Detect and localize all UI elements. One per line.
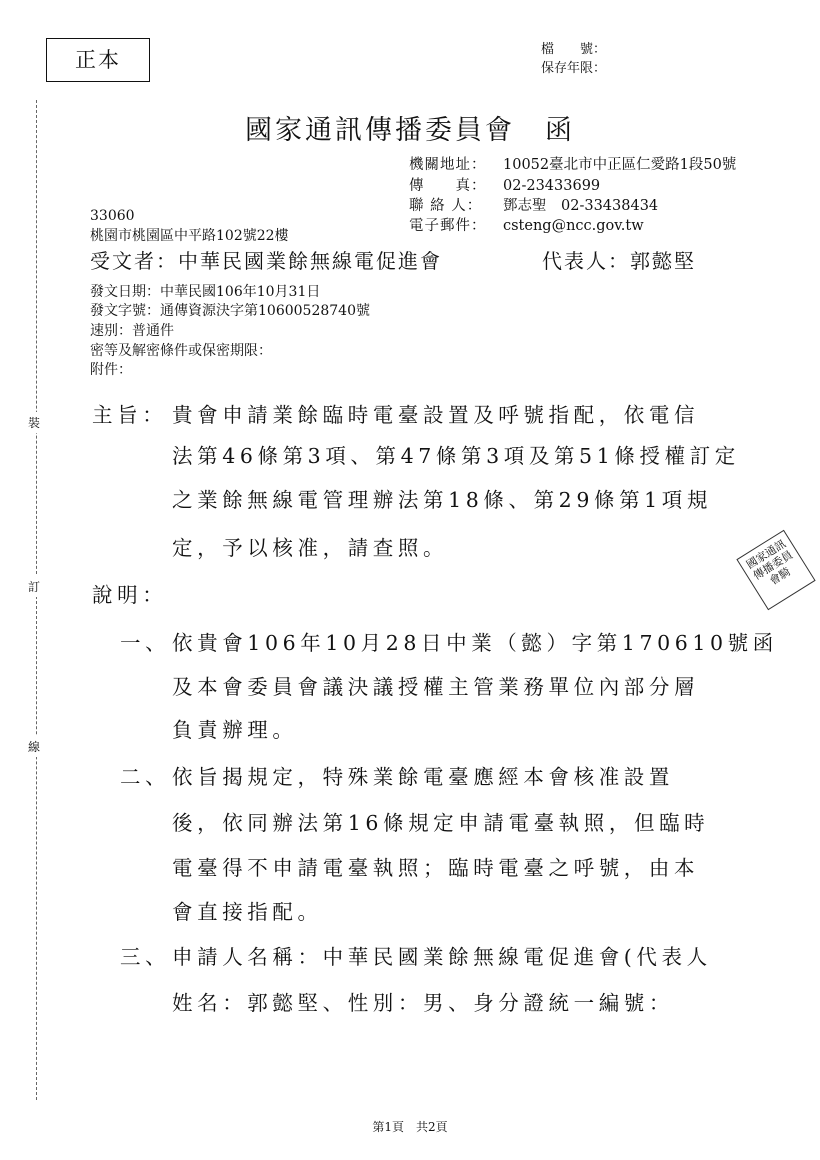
archive-retention-period: 保存年限： xyxy=(541,61,607,76)
contact-email xyxy=(409,214,644,235)
representative: 代表人：郭懿堅 xyxy=(542,249,696,273)
contact-label: 機關地址： xyxy=(409,157,487,173)
contact-label: 聯 絡 人： xyxy=(409,198,483,214)
recipient: 受文者：中華民國業餘無線電促進會 xyxy=(90,249,442,273)
confidentiality: 密等及解密條件或保密期限： xyxy=(90,343,272,359)
document-title: 國家通訊傳播委員會 函 xyxy=(245,115,575,146)
contact-value: csteng@ncc.gov.tw xyxy=(503,218,644,234)
explanation-label: 說明： xyxy=(92,583,168,607)
attachments: 附件： xyxy=(90,362,132,378)
contact-person xyxy=(409,194,658,215)
item-line: 後，依同辦法第16條規定申請電臺執照，但臨時 xyxy=(172,811,710,835)
contact-value: 10052臺北市中正區仁愛路1段50號 xyxy=(503,157,737,173)
binding-mark-zhuang: 裝 xyxy=(28,412,40,433)
item-line: 負責辦理。 xyxy=(172,718,298,742)
item-line: 依旨揭規定，特殊業餘電臺應經本會核准設置 xyxy=(172,765,674,789)
contact-label: 電子郵件： xyxy=(409,218,487,234)
archive-file-number: 檔 號： xyxy=(541,42,607,57)
subject-label: 主旨： xyxy=(92,403,168,427)
subject-line: 貴會申請業餘臨時電臺設置及呼號指配，依電信 xyxy=(172,403,700,427)
subject-line: 法第46條第3項、第47條第3項及第51條授權訂定 xyxy=(172,444,740,468)
item-line: 電臺得不申請電臺執照；臨時電臺之呼號，由本 xyxy=(172,856,700,880)
contact-fax xyxy=(409,174,600,195)
item-line: 依貴會106年10月28日中業（懿）字第170610號函 xyxy=(172,631,778,655)
issue-date: 發文日期：中華民國106年10月31日 xyxy=(90,284,321,300)
item-line: 會直接指配。 xyxy=(172,900,323,924)
item-number: 三、 xyxy=(120,945,171,969)
contact-address xyxy=(409,153,736,174)
contact-value: 鄧志聖 02-33438434 xyxy=(503,198,659,214)
subject-line: 之業餘無線電管理辦法第18條、第29條第1項規 xyxy=(172,488,713,512)
subject-line: 定，予以核准，請查照。 xyxy=(172,536,449,560)
document-number: 發文字號：通傳資源決字第10600528740號 xyxy=(90,303,370,319)
binding-mark-xian: 線 xyxy=(28,736,40,757)
recipient-zip: 33060 xyxy=(90,208,135,224)
item-line: 姓名：郭懿堅、性別：男、身分證統一編號： xyxy=(172,991,674,1015)
contact-value: 02-23433699 xyxy=(503,178,601,194)
recipient-address: 桃園市桃園區中平路102號22樓 xyxy=(90,228,289,244)
item-line: 及本會委員會議決議授權主管業務單位內部分層 xyxy=(172,675,700,699)
original-copy-stamp: 正本 xyxy=(46,38,150,82)
contact-label: 傳 真： xyxy=(409,178,487,194)
item-line: 申請人名稱：中華民國業餘無線電促進會(代表人 xyxy=(172,945,712,969)
seam-seal: 國家通訊傳播委員會騎 xyxy=(736,530,815,611)
urgency: 速別：普通件 xyxy=(90,323,174,339)
item-number: 一、 xyxy=(120,631,171,655)
binding-mark-ding: 訂 xyxy=(28,576,40,597)
binding-line xyxy=(36,100,37,1100)
page-footer: 第1頁 共2頁 xyxy=(372,1120,448,1134)
item-number: 二、 xyxy=(120,765,171,789)
